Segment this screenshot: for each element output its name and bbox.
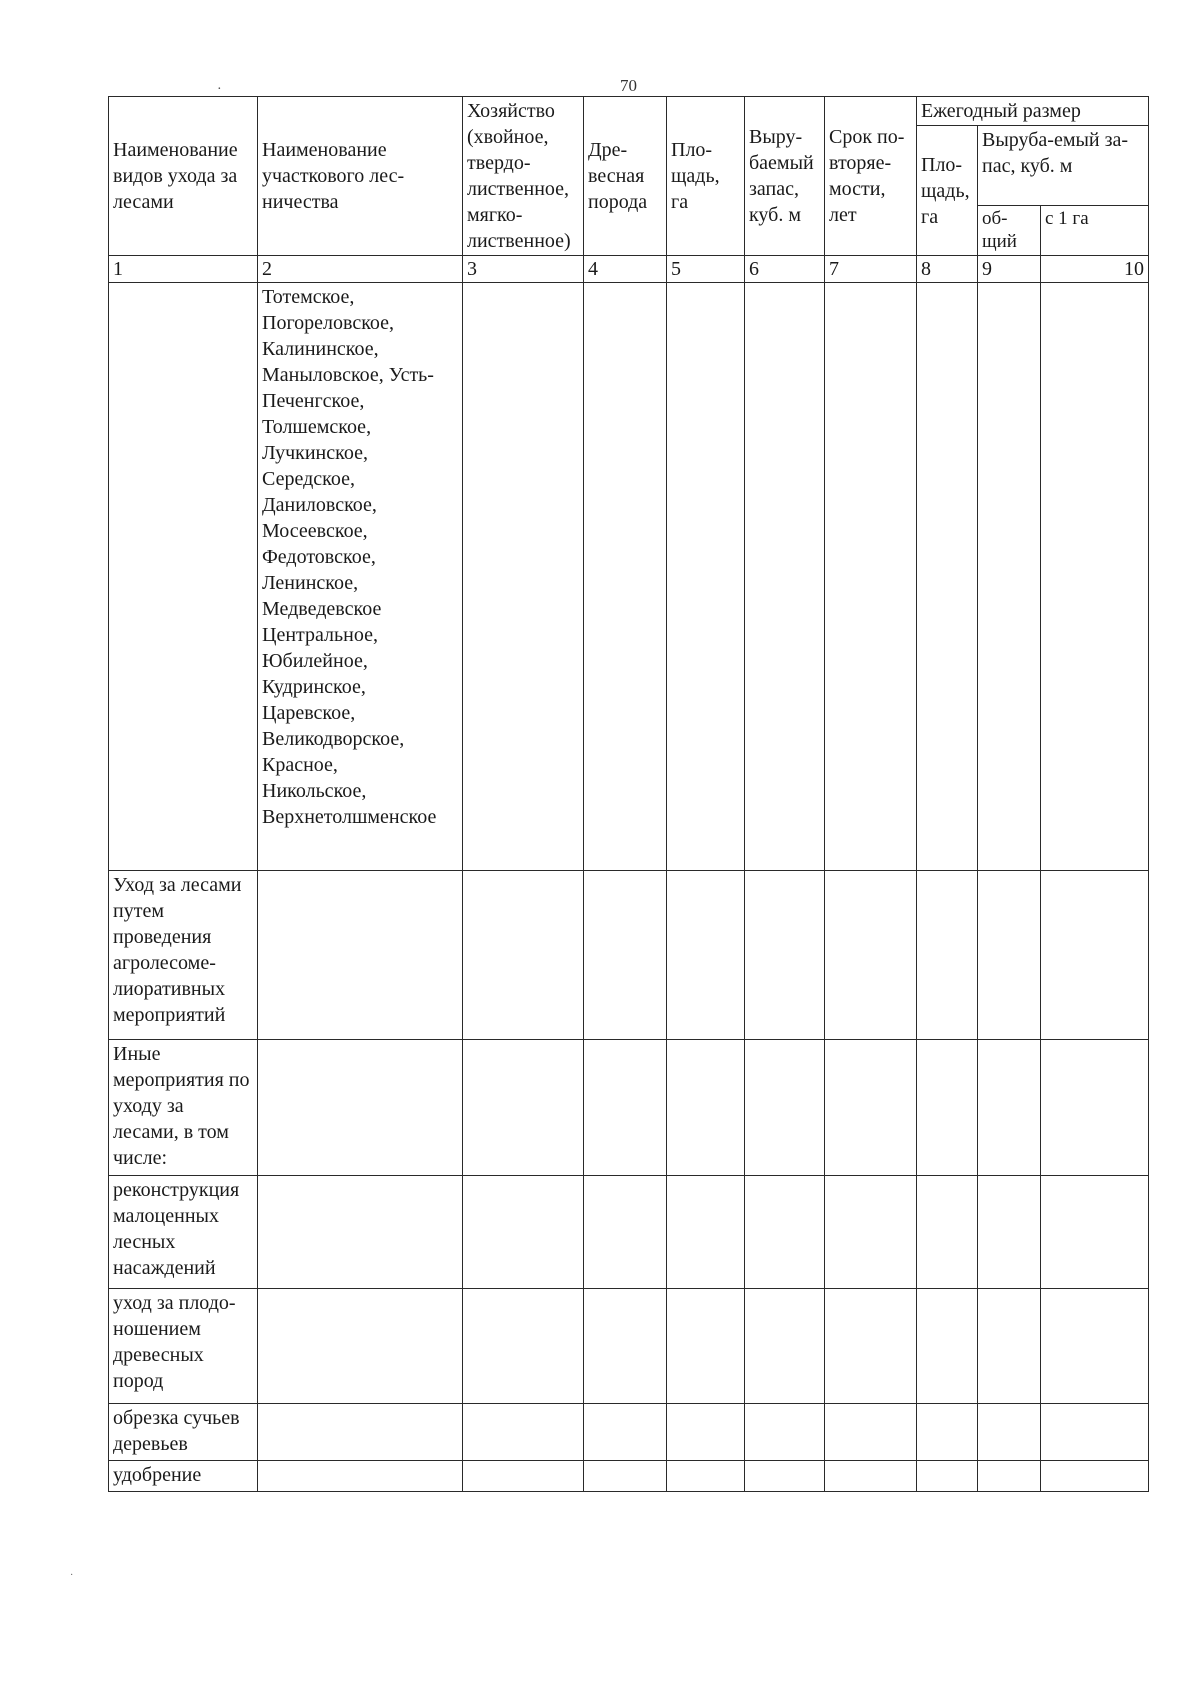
header-col5: Пло-щадь, га — [667, 97, 745, 256]
lesnichestvo-item: Тотемское, — [262, 286, 355, 308]
lesnichestvo-item: Кудринское, — [262, 676, 366, 698]
lesnichestvo-item: Середское, — [262, 468, 355, 490]
table-row-recon — [109, 1176, 1149, 1289]
lesnichestvo-item: Центральное, — [262, 624, 378, 646]
header-col10: с 1 га — [1041, 205, 1149, 256]
header-col9: об-щий — [978, 205, 1041, 256]
row-label-recon: реконструкция малоценных лесных насаждений — [109, 1176, 258, 1289]
header-col7: Срок по-вторяе-мости, лет — [825, 97, 917, 256]
lesnichestvo-item: Верхнетолшменское — [262, 806, 437, 828]
lesnichestvo-item: Калининское, — [262, 338, 379, 360]
column-number-row — [109, 256, 1149, 283]
header-col4: Дре-весная порода — [584, 97, 667, 256]
row-label-fert: удобрение — [109, 1461, 258, 1492]
forest-care-table — [108, 96, 1149, 1492]
column-number: 5 — [667, 256, 745, 283]
page-number: 70 — [620, 76, 637, 95]
lesnichestvo-item: Ленинское, — [262, 572, 359, 594]
table-row-agro — [109, 871, 1149, 1040]
lesnichestvo-item: Царевское, — [262, 702, 356, 724]
header-col8: Пло-щадь, га — [917, 126, 978, 256]
table-row-fruit — [109, 1289, 1149, 1404]
header-col3: Хозяйство (хвойное, твердо-лиственное, мягко-лиственное) — [463, 97, 584, 256]
lesnichestvo-item: Великодворское, — [262, 728, 405, 750]
lesnichestvo-item: Толшемское, — [262, 416, 372, 438]
column-number: 7 — [825, 256, 917, 283]
lesnichestvo-item: Лучкинское, — [262, 442, 368, 464]
table-row-fert — [109, 1461, 1149, 1492]
column-number: 8 — [917, 256, 978, 283]
row-label-fruit: уход за плодо-ношением древесных пород — [109, 1289, 258, 1404]
scan-tick-mark: · — [217, 82, 222, 97]
lesnichestvo-item: Медведевское — [262, 598, 382, 620]
column-number: 9 — [978, 256, 1041, 283]
lesnichestva-list — [258, 283, 463, 871]
header-volume-group: Выруба-емый за-пас, куб. м — [978, 126, 1149, 206]
lesnichestvo-item: Погореловское, — [262, 312, 395, 334]
header-col1: Наименование видов ухода за лесами — [109, 97, 258, 256]
row-label-agro: Уход за лесами путем проведения агролесоме-лиоративных мероприятий — [109, 871, 258, 1040]
lesnichestvo-item: Красное, — [262, 754, 338, 776]
table-row-lesnichestva — [109, 283, 1149, 871]
lesnichestvo-item: Юбилейное, — [262, 650, 368, 672]
lesnichestvo-item: Федотовское, — [262, 546, 376, 568]
column-number: 4 — [584, 256, 667, 283]
row-label-other: Иные мероприятия по уходу за лесами, в том числе: — [109, 1040, 258, 1176]
lesnichestvo-item: Маныловское, Усть- — [262, 364, 434, 386]
lesnichestvo-item: Печенгское, — [262, 390, 365, 412]
header-annual-group: Ежегодный размер — [917, 97, 1149, 126]
lesnichestvo-item: Никольское, — [262, 780, 367, 802]
scan-dot: · — [70, 1570, 74, 1581]
lesnichestvo-item: Мосеевское, — [262, 520, 368, 542]
empty-cell — [109, 283, 258, 871]
column-number: 3 — [463, 256, 584, 283]
column-number: 6 — [745, 256, 825, 283]
lesnichestvo-item: Даниловское, — [262, 494, 377, 516]
column-number: 2 — [258, 256, 463, 283]
column-number: 10 — [1041, 256, 1149, 283]
header-col6: Выру-баемый запас, куб. м — [745, 97, 825, 256]
table-row-other — [109, 1040, 1149, 1176]
header-col2: Наименование участкового лес-ничества — [258, 97, 463, 256]
table-row-prune — [109, 1404, 1149, 1461]
column-number: 1 — [109, 256, 258, 283]
row-label-prune: обрезка сучьев деревьев — [109, 1404, 258, 1461]
